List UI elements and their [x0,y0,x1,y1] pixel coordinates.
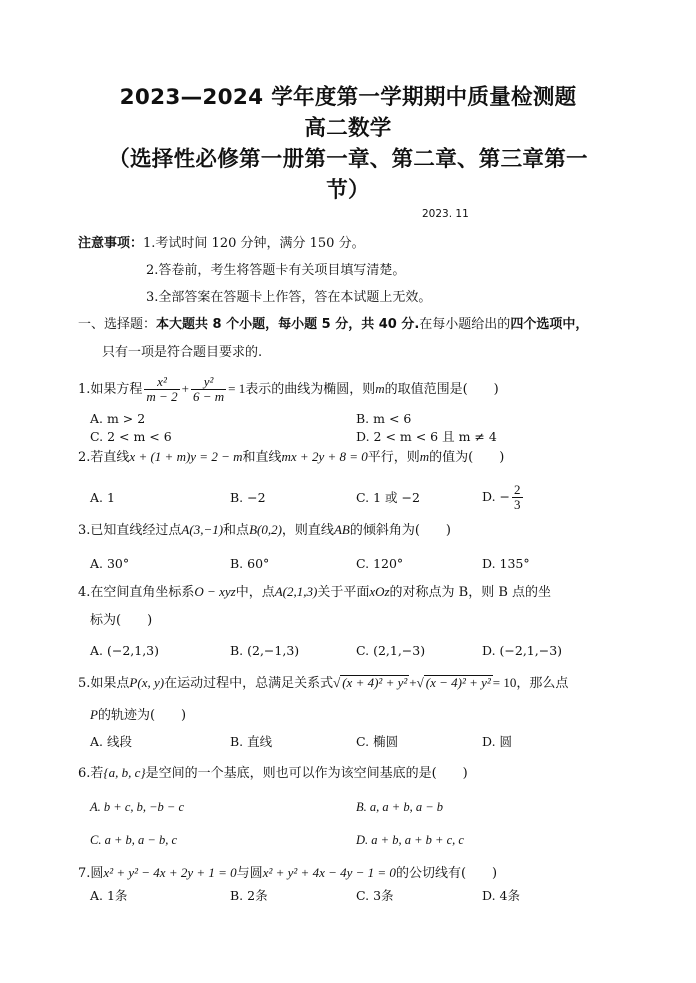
q1-equals: = 1 [228,381,246,396]
q7-number: 7. [78,866,91,881]
q5-point-p: P [90,707,98,722]
q3-option-b: B. 60° [230,556,270,571]
q4-option-d: D. (−2,1,−3) [482,643,563,658]
q2-option-d-prefix: D. − [482,489,510,504]
q4-number: 4. [78,585,91,600]
q1-frac2-num: y² [191,375,226,390]
q3-point-a: A(3,−1) [181,522,224,537]
q1-option-b: B. m < 6 [356,411,412,426]
q6-option-a: A. b + c, b, −b − c [90,800,185,814]
title-line-1: 2023—2024 学年度第一学期期中质量检测题 [119,85,577,110]
q4-line-2: 标为( ) [90,613,153,628]
q1-text-2: 表示的曲线为椭圆，则 [245,382,376,397]
q4-point: A(2,1,3) [274,584,318,599]
q2-line-1: x + (1 + m)y = 2 − m [129,449,243,464]
q5-text-mid: 在运动过程中，总满足关系式 [164,676,334,691]
notice-item-1: 1.考试时间 120 分钟，满分 150 分。 [143,236,365,251]
q1-tail: 的取值范围是( ) [384,382,499,397]
q3-text-mid: 和点 [223,523,250,538]
q2-option-d [482,480,525,514]
q5-option-d: D. 圆 [482,734,513,749]
q5-line-2 [90,706,186,725]
q3-tail: 的倾斜角为( ) [349,523,451,538]
q1-fraction-1 [144,375,179,404]
q3-option-d: D. 135° [482,556,530,571]
title-line-4: 节） [326,178,370,203]
q7-text-mid: 与圆 [236,866,263,881]
q4-plane: xOz [369,584,390,599]
q7-option-c: C. 3条 [356,888,394,903]
q5-point: P(x, y) [129,675,165,690]
section-heading-bold: 四个选项中， [510,317,589,332]
section-heading-mid: 在每小题给出的 [419,317,511,332]
q3-option-a: A. 30° [90,556,130,571]
q2-text-mid: 和直线 [242,450,282,465]
q5-equals: = 10 [492,675,517,690]
q1-text: 如果方程 [90,382,143,397]
q2-option-c: C. 1 或 −2 [356,490,420,505]
q7-text-post: 的公切线有( ) [395,866,498,881]
q3-line-ab: AB [333,522,350,537]
q6-option-c: C. a + b, a − b, c [90,833,178,847]
section-heading [78,316,588,334]
q5-number: 5. [78,676,91,691]
q4-system: O − xyz [194,584,236,599]
q1-var: m [375,381,385,396]
q2-option-d-fraction [512,483,523,512]
q7-option-a: A. 1条 [90,888,128,903]
question-3 [78,521,451,540]
q6-option-d: D. a + b, a + b + c, c [356,833,464,847]
q2-option-a: A. 1 [90,490,115,505]
q5-option-c: C. 椭圆 [356,734,399,749]
q6-text: 若 [90,766,104,781]
q2-text-post: 平行，则 [367,450,420,465]
title-line-2: 高二数学 [304,116,392,141]
q5-option-b: B. 直线 [230,734,273,749]
q1-option-c: C. 2 < m < 6 [90,429,172,444]
q1-frac1-num: x² [144,375,179,390]
q6-basis-set: {a, b, c} [103,765,146,780]
q7-text: 圆 [90,866,104,881]
section-heading-rule: 本大题共 8 个小题，每小题 5 分，共 40 分. [156,317,420,332]
q4-text-mid: 中，点 [235,585,275,600]
q5-plus: + [409,675,417,690]
q6-option-b: B. a, a + b, a − b [356,800,444,814]
q7-circle-1: x² + y² − 4x + 2y + 1 = 0 [103,865,237,880]
notice-row-1 [78,235,365,253]
q2-number: 2. [78,450,91,465]
question-6 [78,764,468,783]
question-7 [78,864,497,883]
q3-text: 已知直线经过点 [90,523,182,538]
exam-date: 2023. 11 [422,208,469,220]
notice-item-2: 2.答卷前，考生将答题卡有关项目填写清楚。 [146,263,406,278]
q4-text-post: 的对称点为 B，则 B 点的坐 [389,585,552,600]
q1-frac2-den: 6 − m [192,389,225,404]
q7-option-b: B. 2条 [230,888,268,903]
q4-option-c: C. (2,1,−3) [356,643,426,658]
q4-option-a: A. (−2,1,3) [90,643,160,658]
question-4 [78,583,551,602]
q2-line-2: mx + 2y + 8 = 0 [281,449,368,464]
q4-text-mid2: 关于平面 [317,585,370,600]
q6-number: 6. [78,766,91,781]
q2-var: m [419,449,430,464]
q1-number: 1. [78,382,91,397]
q5-text: 如果点 [90,676,130,691]
q5-radical-2: (x − 4)² + y² [425,675,491,690]
q7-option-d: D. 4条 [482,888,520,903]
q1-option-a: A. m > 2 [90,411,146,426]
q6-text-post: 是空间的一个基底，则也可以作为该空间基底的是( ) [145,766,468,781]
q3-number: 3. [78,523,91,538]
section-heading-prefix: 一、选择题： [78,317,157,332]
q4-option-b: B. (2,−1,3) [230,643,300,658]
notice-label: 注意事项： [78,236,144,251]
q2-d-num: 2 [514,482,521,497]
q5-line-2-text: 的轨迹为( ) [97,708,187,723]
q3-text-post: ，则直线 [281,523,334,538]
q4-text: 在空间直角坐标系 [90,585,195,600]
q7-circle-2: x² + y² + 4x − 4y − 1 = 0 [262,865,396,880]
q2-text: 若直线 [90,450,130,465]
q1-plus: + [181,381,189,396]
section-heading-line2: 只有一项是符合题目要求的. [102,345,263,360]
q5-option-a: A. 线段 [90,734,132,749]
question-1 [78,372,499,407]
question-2 [78,448,504,467]
q5-radical-1: (x + 4)² + y² [342,675,408,690]
q2-option-b: B. −2 [230,490,266,505]
q2-d-den: 3 [514,497,521,512]
title-line-3: （选择性必修第一册第一章、第二章、第三章第一 [108,147,588,172]
q1-fraction-2 [191,375,226,404]
q3-option-c: C. 120° [356,556,404,571]
notice-item-3: 3.全部答案在答题卡上作答，答在本试题上无效。 [146,290,432,305]
q1-frac1-den: m − 2 [146,389,178,404]
q3-point-b: B(0,2) [249,522,282,537]
q1-option-d: D. 2 < m < 6 且 m ≠ 4 [356,429,497,444]
question-5: 5.如果点P(x, y)在运动过程中，总满足关系式√ (x + 4)² + y² +√ (x − 4)² + y² = 10，那么点 [78,675,569,691]
q2-tail: 的值为( ) [429,450,505,465]
q5-text-post: ，那么点 [516,676,569,691]
